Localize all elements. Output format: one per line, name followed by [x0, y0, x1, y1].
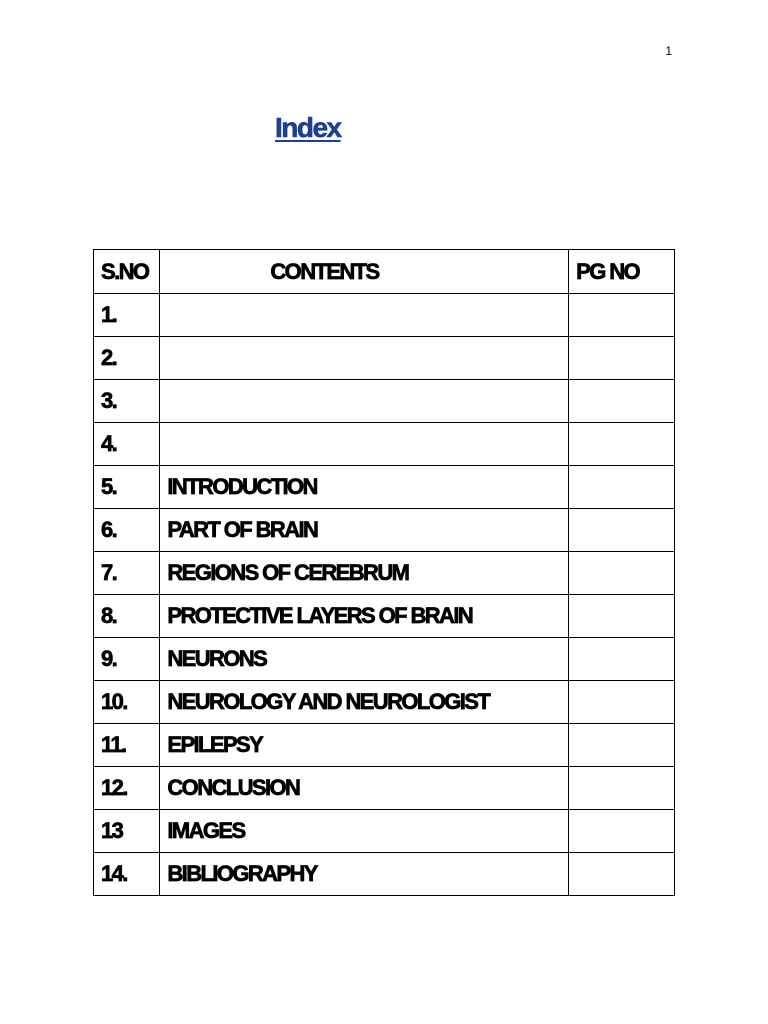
cell-sno: 7. [94, 552, 160, 595]
cell-pg-no [569, 552, 675, 595]
cell-pg-no [569, 681, 675, 724]
cell-pg-no [569, 853, 675, 896]
table-body [94, 294, 675, 896]
cell-contents: PROTECTIVE LAYERS OF BRAIN [160, 595, 569, 638]
table-row [94, 466, 675, 509]
cell-pg-no [569, 466, 675, 509]
cell-contents: INTRODUCTION [160, 466, 569, 509]
cell-contents: CONCLUSION [160, 767, 569, 810]
cell-sno: 10. [94, 681, 160, 724]
table-row [94, 337, 675, 380]
cell-sno: 9. [94, 638, 160, 681]
header-sno: S.NO [94, 250, 160, 294]
cell-sno: 6. [94, 509, 160, 552]
cell-pg-no [569, 294, 675, 337]
cell-pg-no [569, 509, 675, 552]
cell-contents: BIBLIOGRAPHY [160, 853, 569, 896]
cell-pg-no [569, 810, 675, 853]
table-header-row [94, 250, 675, 294]
page-title: Index [275, 112, 341, 143]
cell-sno: 8. [94, 595, 160, 638]
cell-sno: 13 [94, 810, 160, 853]
table-row [94, 853, 675, 896]
index-table [93, 249, 675, 896]
table-row [94, 294, 675, 337]
cell-contents: REGIONS OF CEREBRUM [160, 552, 569, 595]
cell-pg-no [569, 724, 675, 767]
cell-sno: 11. [94, 724, 160, 767]
header-contents: CONTENTS [160, 250, 569, 294]
cell-contents: NEUROLOGY AND NEUROLOGIST [160, 681, 569, 724]
cell-pg-no [569, 638, 675, 681]
cell-contents: IMAGES [160, 810, 569, 853]
header-pg-no: PG NO [569, 250, 675, 294]
cell-pg-no [569, 337, 675, 380]
cell-sno: 3. [94, 380, 160, 423]
cell-sno: 1. [94, 294, 160, 337]
cell-sno: 12. [94, 767, 160, 810]
cell-pg-no [569, 595, 675, 638]
table-row [94, 681, 675, 724]
cell-contents [160, 423, 569, 466]
cell-pg-no [569, 767, 675, 810]
cell-contents [160, 294, 569, 337]
cell-sno: 5. [94, 466, 160, 509]
table-row [94, 552, 675, 595]
table-row [94, 509, 675, 552]
cell-contents [160, 337, 569, 380]
table-row [94, 638, 675, 681]
cell-pg-no [569, 380, 675, 423]
table-row [94, 380, 675, 423]
table-row [94, 423, 675, 466]
cell-contents [160, 380, 569, 423]
table-row [94, 595, 675, 638]
cell-contents: PART OF BRAIN [160, 509, 569, 552]
table-row [94, 810, 675, 853]
cell-sno: 14. [94, 853, 160, 896]
cell-sno: 4. [94, 423, 160, 466]
table-row [94, 724, 675, 767]
table-row [94, 767, 675, 810]
cell-contents: EPILEPSY [160, 724, 569, 767]
cell-pg-no [569, 423, 675, 466]
cell-contents: NEURONS [160, 638, 569, 681]
cell-sno: 2. [94, 337, 160, 380]
page-number: 1 [665, 44, 672, 58]
